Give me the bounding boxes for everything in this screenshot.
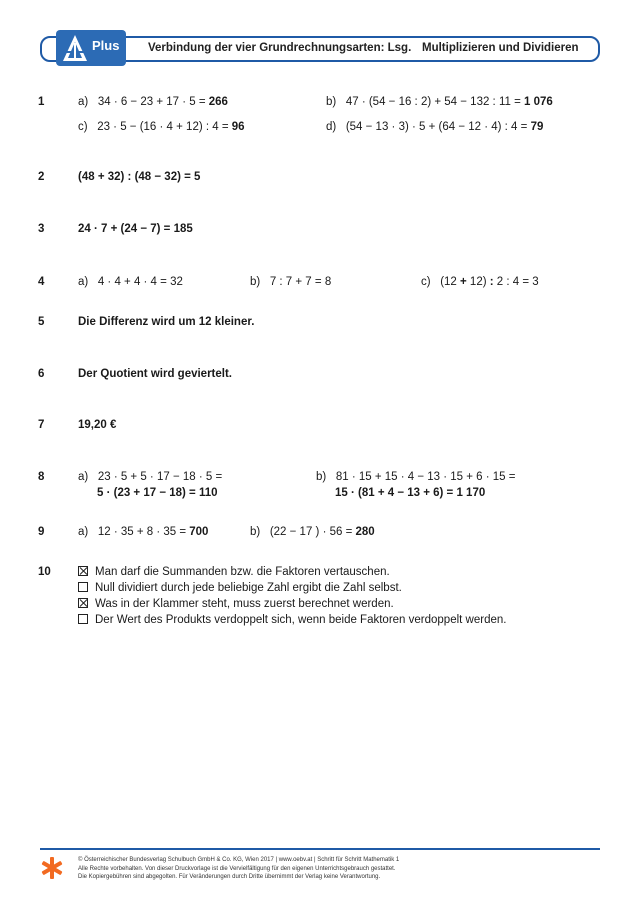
option-text: Null dividiert durch jede beliebige Zahl ergibt die Zahl selbst. bbox=[95, 582, 402, 594]
task-number: 3 bbox=[38, 223, 45, 235]
item-label: c) bbox=[78, 121, 88, 133]
task-9a bbox=[78, 526, 208, 538]
task-number: 10 bbox=[38, 566, 51, 578]
item-label: b) bbox=[250, 276, 261, 288]
option-text: Der Wert des Produkts verdoppelt sich, wenn beide Faktoren verdoppelt werden. bbox=[95, 614, 507, 626]
result: 280 bbox=[355, 526, 375, 538]
checkbox[interactable] bbox=[78, 614, 88, 624]
checkbox-option bbox=[78, 614, 506, 626]
option-text: Man darf die Summanden bzw. die Faktoren vertauschen. bbox=[95, 566, 390, 578]
expression: 81 · 15 + 15 · 4 − 13 · 15 + 6 · 15 = bbox=[335, 471, 516, 483]
expression: (54 − 13 · 3) · 5 + (64 − 12 · 4) : 4 = bbox=[345, 121, 531, 133]
expression: 47 · (54 − 16 : 2) + 54 − 132 : 11 = bbox=[345, 96, 524, 108]
item-label: a) bbox=[78, 96, 89, 108]
result: 79 bbox=[530, 121, 544, 133]
task-number: 2 bbox=[38, 171, 45, 183]
item-label: c) bbox=[421, 276, 431, 288]
task-1b bbox=[326, 96, 553, 108]
task-3-answer: 24 · 7 + (24 − 7) = 185 bbox=[78, 223, 193, 235]
task-4c bbox=[421, 276, 539, 288]
checkbox-option bbox=[78, 598, 394, 610]
task-2-answer: (48 + 32) : (48 − 32) = 5 bbox=[78, 171, 201, 183]
task-8b bbox=[316, 471, 515, 483]
task-4b bbox=[250, 276, 331, 288]
item-label: d) bbox=[326, 121, 337, 133]
expression: 12 · 35 + 8 · 35 = bbox=[97, 526, 190, 538]
footer-line: © Österreichischer Bundesverlag Schulbuch GmbH & Co. KG, Wien 2017 | www.oebv.at | Schritt für Schritt Mathematik 1 bbox=[78, 857, 400, 863]
task-9b bbox=[250, 526, 375, 538]
result: 96 bbox=[231, 121, 245, 133]
task-number: 1 bbox=[38, 96, 45, 108]
colon-sign: : bbox=[489, 276, 494, 288]
task-4a bbox=[78, 276, 183, 288]
result: 700 bbox=[189, 526, 209, 538]
expression: 34 · 6 − 23 + 17 · 5 = bbox=[97, 96, 209, 108]
task-number: 7 bbox=[38, 419, 45, 431]
task-number: 4 bbox=[38, 276, 45, 288]
checkbox-option bbox=[78, 566, 390, 578]
task-7-answer: 19,20 € bbox=[78, 419, 117, 431]
item-label: b) bbox=[250, 526, 261, 538]
item-label: b) bbox=[326, 96, 337, 108]
item-label: a) bbox=[78, 276, 89, 288]
item-label: a) bbox=[78, 471, 89, 483]
task-1c bbox=[78, 121, 245, 133]
expression-part: (12 bbox=[440, 276, 461, 288]
logo-label: Plus bbox=[92, 38, 120, 53]
task-6-answer: Der Quotient wird geviertelt. bbox=[78, 368, 232, 380]
plus-sign: + bbox=[460, 276, 467, 288]
checkbox[interactable] bbox=[78, 566, 88, 576]
option-text: Was in der Klammer steht, muss zuerst berechnet werden. bbox=[95, 598, 394, 610]
checkbox[interactable] bbox=[78, 598, 88, 608]
expression-part: 12) bbox=[466, 276, 490, 288]
expression: (22 − 17 ) · 56 = bbox=[269, 526, 356, 538]
publisher-asterisk-icon bbox=[40, 855, 64, 881]
task-8a-result: 5 · (23 + 17 − 18) = 110 bbox=[97, 487, 218, 499]
page-topic: Multiplizieren und Dividieren bbox=[422, 42, 579, 54]
result: 266 bbox=[208, 96, 228, 108]
checkbox[interactable] bbox=[78, 582, 88, 592]
expression: 7 : 7 + 7 = 8 bbox=[269, 276, 332, 288]
footer-copyright bbox=[78, 856, 399, 882]
task-number: 5 bbox=[38, 316, 45, 328]
footer-line: Alle Rechte vorbehalten. Von dieser Druckvorlage ist die Vervielfältigung für den eigenen Unterrichtsgebrauch gestattet. bbox=[78, 865, 396, 872]
task-number: 6 bbox=[38, 368, 45, 380]
triangle-logo-icon bbox=[62, 34, 88, 62]
task-number: 8 bbox=[38, 471, 45, 483]
page-title: Verbindung der vier Grundrechnungsarten: Lsg. bbox=[148, 42, 412, 54]
task-5-answer: Die Differenz wird um 12 kleiner. bbox=[78, 316, 255, 328]
footer-divider bbox=[40, 848, 600, 850]
item-label: a) bbox=[78, 526, 89, 538]
result: 1 076 bbox=[524, 96, 553, 108]
task-number: 9 bbox=[38, 526, 45, 538]
expression: 23 · 5 + 5 · 17 − 18 · 5 = bbox=[97, 471, 223, 483]
expression: 23 · 5 − (16 · 4 + 12) : 4 = bbox=[97, 121, 232, 133]
task-1d bbox=[326, 121, 543, 133]
expression-part: 2 : 4 = 3 bbox=[493, 276, 539, 288]
task-1a bbox=[78, 96, 228, 108]
task-8a bbox=[78, 471, 222, 483]
item-label: b) bbox=[316, 471, 327, 483]
footer-line: Die Kopiergebühren sind abgegolten. Für Veränderungen durch Dritte übernimmt der Verlag keine Verantwortung. bbox=[78, 874, 381, 880]
task-8b-result: 15 · (81 + 4 − 13 + 6) = 1 170 bbox=[335, 487, 486, 499]
expression: 4 · 4 + 4 · 4 = 32 bbox=[97, 276, 183, 288]
checkbox-option bbox=[78, 582, 402, 594]
plus-logo bbox=[56, 30, 126, 66]
